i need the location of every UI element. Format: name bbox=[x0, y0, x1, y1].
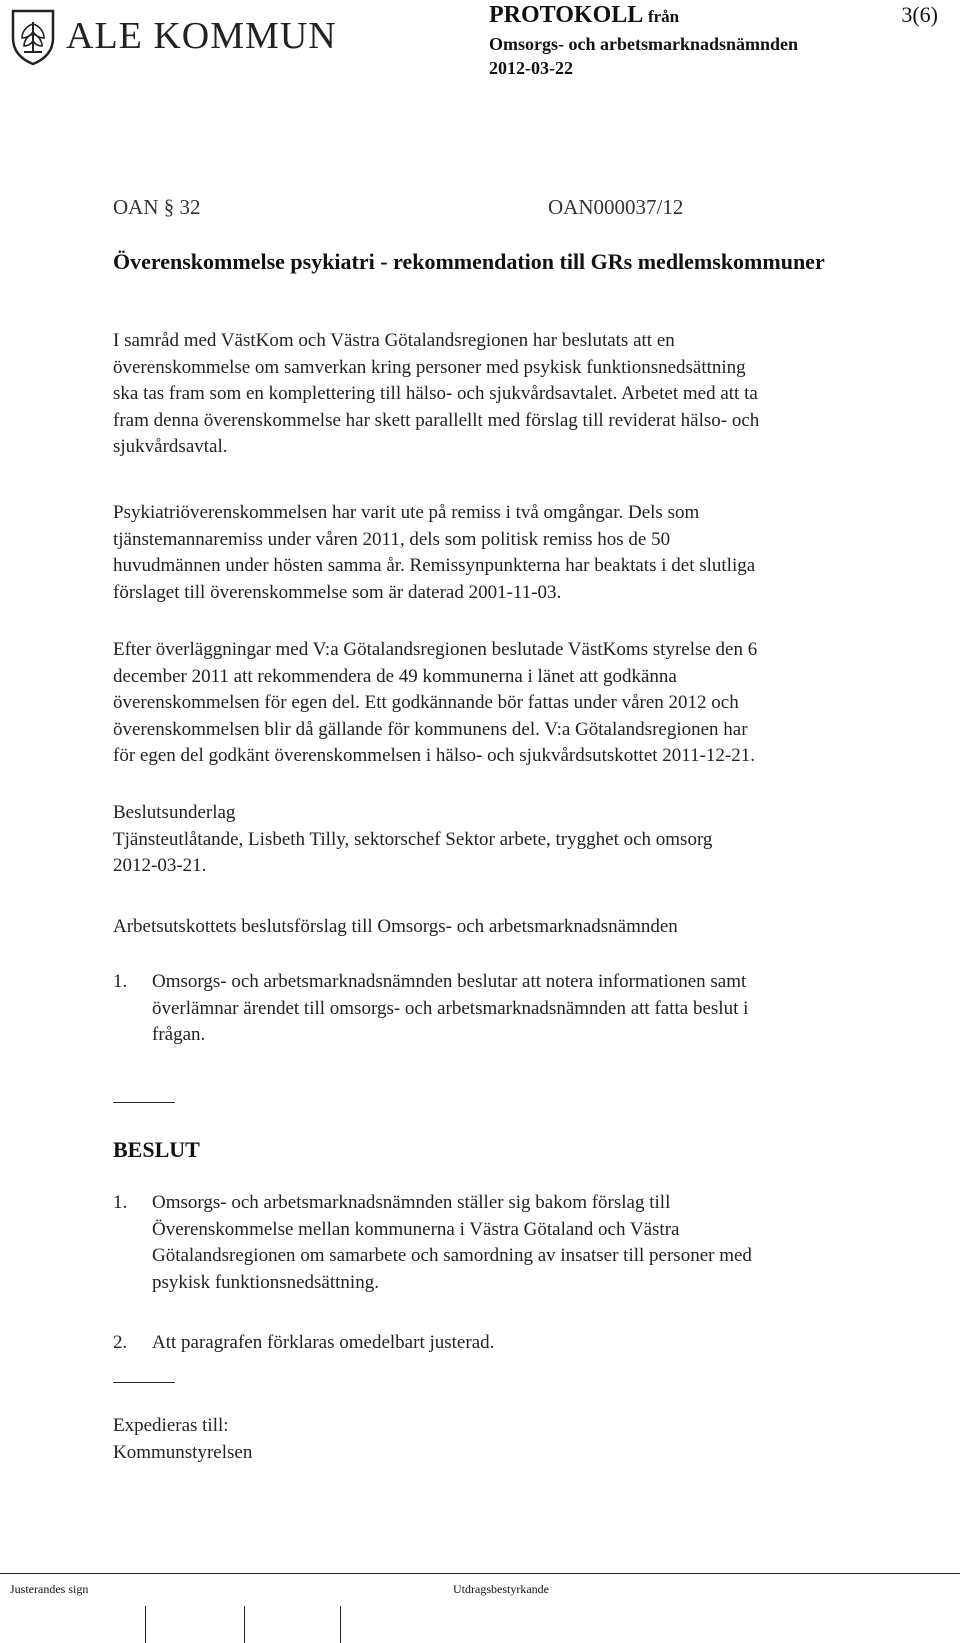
signature-box-divider bbox=[340, 1606, 341, 1643]
decision-basis-heading: Beslutsunderlag bbox=[113, 802, 236, 823]
dispatch-heading: Expedieras till: bbox=[113, 1415, 229, 1436]
document-type-label: PROTOKOLL bbox=[489, 2, 642, 28]
text-line: överenskommelsen för egen del. Ett godkännande bör fattas under våren 2012 och bbox=[113, 692, 739, 713]
item-number: 1. bbox=[113, 971, 128, 992]
section-divider bbox=[113, 1382, 175, 1383]
text-line: överenskommelsen blir då gällande för kommunens del. V:a Götalandsregionen har bbox=[113, 718, 748, 740]
text-line: sjukvårdsavtal. bbox=[113, 436, 228, 457]
text-line: överenskommelse om samverkan kring personer med psykisk funktionsnedsättning bbox=[113, 356, 746, 378]
dispatch-recipient: Kommunstyrelsen bbox=[113, 1441, 253, 1463]
decision-basis bbox=[113, 800, 923, 880]
from-word: från bbox=[647, 7, 680, 26]
decision-heading: BESLUT bbox=[113, 1137, 200, 1162]
dispatch bbox=[113, 1413, 923, 1466]
item-number: 2. bbox=[113, 1332, 128, 1353]
text-line: ska tas fram som en komplettering till hälso- och sjukvårdsavtalet. Arbetet med att ta bbox=[113, 383, 758, 404]
justifier-sign-label: Justerandes sign bbox=[10, 1582, 89, 1596]
text-line: för egen del godkänt överenskommelsen i hälso- och sjukvårdsutskottet 2011-12-21. bbox=[113, 745, 755, 766]
text-line: fram denna överenskommelse har skett parallellt med förslag till reviderat hälso- och bbox=[113, 409, 760, 431]
meeting-date: 2012-03-22 bbox=[489, 58, 573, 78]
proposal-heading: Arbetsutskottets beslutsförslag till Omsorgs- och arbetsmarknadsnämnden bbox=[113, 916, 678, 937]
signature-box-divider bbox=[145, 1606, 146, 1643]
text-line: Att paragrafen förklaras omedelbart justerad. bbox=[152, 1332, 495, 1353]
text-line: Tjänsteutlåtande, Lisbeth Tilly, sektorschef Sektor arbete, trygghet och omsorg bbox=[113, 828, 713, 850]
text-line: Omsorgs- och arbetsmarknadsnämnden beslutar att notera informationen samt bbox=[152, 971, 747, 992]
text-line: tjänstemannaremiss under våren 2011, dels som politisk remiss hos de 50 bbox=[113, 528, 671, 550]
paragraph-background bbox=[113, 328, 923, 461]
case-title: Överenskommelse psykiatri - rekommendation till GRs medlemskommuner bbox=[113, 249, 825, 274]
text-line: I samråd med VästKom och Västra Götalandsregionen har beslutats att en bbox=[113, 330, 675, 351]
text-line: förslaget till överenskommelse som är daterad 2001-11-03. bbox=[113, 581, 562, 603]
text-line: överlämnar ärendet till omsorgs- och arbetsmarknadsnämnden att fatta beslut i bbox=[152, 997, 749, 1019]
section-divider bbox=[113, 1102, 175, 1103]
committee-name: Omsorgs- och arbetsmarknadsnämnden bbox=[489, 34, 799, 54]
paragraph-consultation bbox=[113, 500, 923, 606]
document-type bbox=[489, 2, 679, 29]
paragraph-recommendation bbox=[113, 637, 923, 770]
footer-rule bbox=[0, 1573, 960, 1574]
municipality-coat-of-arms-icon bbox=[10, 8, 56, 66]
text-line: huvudmännen under hösten samma år. Remissynpunkterna har beaktats i det slutliga bbox=[113, 555, 756, 576]
item-number: 1. bbox=[113, 1192, 128, 1213]
certification-label: Utdragsbestyrkande bbox=[453, 1582, 549, 1596]
text-line: Psykiatriöverenskommelsen har varit ute på remiss i två omgångar. Dels som bbox=[113, 502, 700, 523]
case-number: OAN000037/12 bbox=[548, 195, 684, 219]
text-line: 2012-03-21. bbox=[113, 855, 207, 876]
proposal-item bbox=[113, 969, 923, 1049]
signature-box-divider bbox=[244, 1606, 245, 1643]
text-line: Götalandsregionen om samarbete och samordning av insatser till personer med bbox=[152, 1245, 752, 1266]
text-line: psykisk funktionsnedsättning. bbox=[152, 1271, 379, 1293]
page-indicator: 3(6) bbox=[901, 2, 938, 27]
municipality-name: ALE KOMMUN bbox=[66, 15, 337, 57]
text-line: frågan. bbox=[152, 1024, 206, 1045]
text-line: december 2011 att rekommendera de 49 kommunerna i länet att godkänna bbox=[113, 665, 677, 687]
decision-item bbox=[113, 1330, 923, 1357]
text-line: Omsorgs- och arbetsmarknadsnämnden ställer sig bakom förslag till bbox=[152, 1192, 671, 1213]
decision-item bbox=[113, 1190, 923, 1296]
paragraph-number: OAN § 32 bbox=[113, 195, 201, 219]
text-line: Efter överläggningar med V:a Götalandsregionen beslutade VästKoms styrelse den 6 bbox=[113, 639, 758, 660]
text-line: Överenskommelse mellan kommunerna i Västra Götaland och Västra bbox=[152, 1218, 680, 1240]
